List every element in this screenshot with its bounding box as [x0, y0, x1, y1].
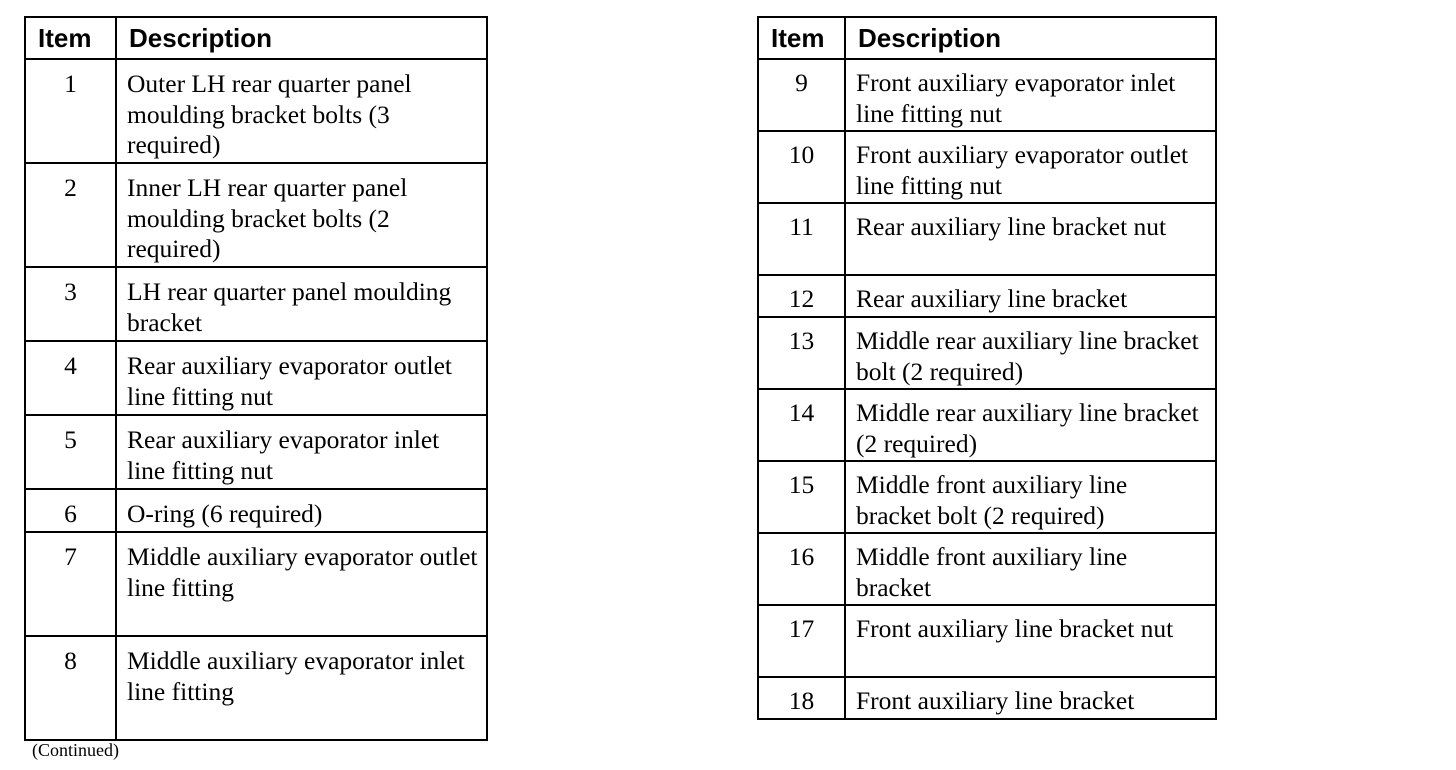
item-description: Middle front auxiliary line bracket [845, 533, 1216, 605]
item-number: 5 [25, 415, 116, 489]
table-row [758, 275, 1216, 317]
item-description: Front auxiliary line bracket nut [845, 605, 1216, 677]
item-number: 9 [758, 59, 845, 131]
table-row [25, 341, 487, 415]
table-row [25, 163, 487, 267]
item-description: Middle front auxiliary line bracket bolt (2 required) [845, 461, 1216, 533]
table-row [25, 267, 487, 341]
item-description: Rear auxiliary line bracket [845, 275, 1216, 317]
table-row [25, 532, 487, 636]
item-description: Inner LH rear quarter panel moulding bracket bolts (2 required) [116, 163, 487, 267]
item-description: Middle auxiliary evaporator outlet line fitting [116, 532, 487, 636]
table-row [758, 317, 1216, 389]
table-row [758, 389, 1216, 461]
item-description: LH rear quarter panel moulding bracket [116, 267, 487, 341]
item-number: 15 [758, 461, 845, 533]
item-description: Rear auxiliary evaporator inlet line fitting nut [116, 415, 487, 489]
table-row [25, 489, 487, 532]
item-description: Rear auxiliary evaporator outlet line fitting nut [116, 341, 487, 415]
table-row [25, 636, 487, 740]
item-description: Front auxiliary evaporator outlet line fitting nut [845, 131, 1216, 203]
item-number: 2 [25, 163, 116, 267]
item-number: 1 [25, 59, 116, 163]
table-header-row [758, 17, 1216, 59]
item-number: 17 [758, 605, 845, 677]
item-number: 8 [25, 636, 116, 740]
table-row [758, 203, 1216, 275]
table-row [758, 533, 1216, 605]
continued-note: (Continued) [32, 740, 119, 760]
item-description: Rear auxiliary line bracket nut [845, 203, 1216, 275]
parts-table-right [757, 16, 1217, 720]
item-description: Middle auxiliary evaporator inlet line fitting [116, 636, 487, 740]
item-number: 10 [758, 131, 845, 203]
item-description: Middle rear auxiliary line bracket (2 required) [845, 389, 1216, 461]
item-description: Outer LH rear quarter panel moulding bracket bolts (3 required) [116, 59, 487, 163]
item-description: Front auxiliary evaporator inlet line fitting nut [845, 59, 1216, 131]
item-number: 11 [758, 203, 845, 275]
table-row [25, 59, 487, 163]
item-number: 4 [25, 341, 116, 415]
description-column-header: Description [116, 17, 487, 59]
item-number: 7 [25, 532, 116, 636]
item-number: 18 [758, 677, 845, 719]
item-description: Front auxiliary line bracket [845, 677, 1216, 719]
table-row [758, 59, 1216, 131]
item-number: 16 [758, 533, 845, 605]
item-column-header: Item [758, 17, 845, 59]
table-header-row [25, 17, 487, 59]
table-row [25, 415, 487, 489]
table-row [758, 131, 1216, 203]
table-row [758, 461, 1216, 533]
description-column-header: Description [845, 17, 1216, 59]
table-row [758, 605, 1216, 677]
table-row [758, 677, 1216, 719]
item-column-header: Item [25, 17, 116, 59]
item-number: 3 [25, 267, 116, 341]
item-number: 14 [758, 389, 845, 461]
parts-table-left [24, 16, 488, 741]
item-number: 13 [758, 317, 845, 389]
item-number: 6 [25, 489, 116, 532]
item-description: O-ring (6 required) [116, 489, 487, 532]
item-description: Middle rear auxiliary line bracket bolt (2 required) [845, 317, 1216, 389]
item-number: 12 [758, 275, 845, 317]
